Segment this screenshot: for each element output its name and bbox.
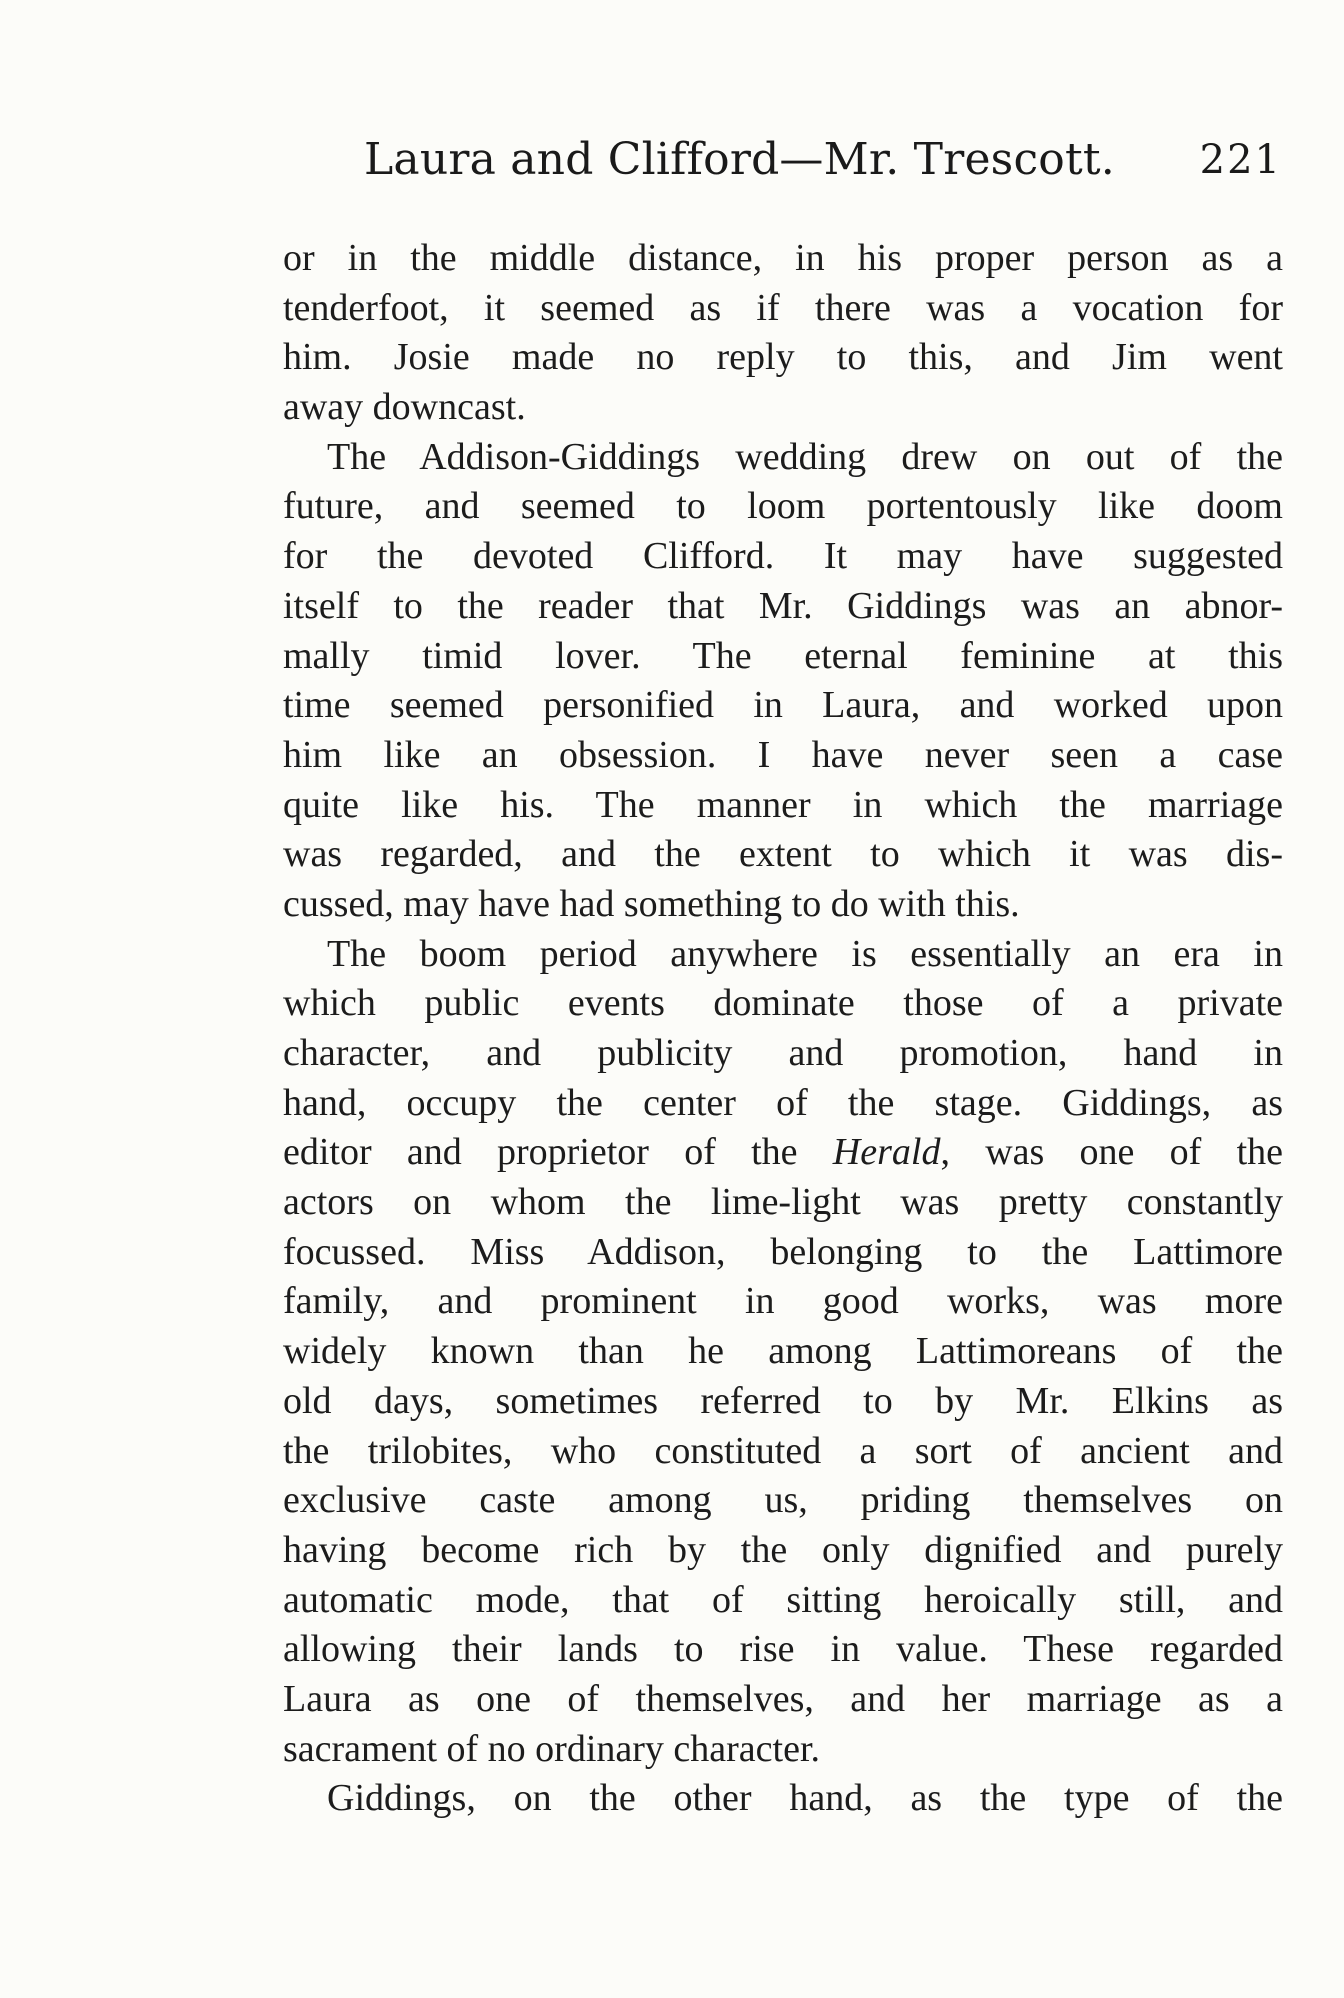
text-segment: , was one of the xyxy=(940,1131,1284,1174)
text-line: allowing their lands to rise in value. These regarded xyxy=(283,1628,1283,1671)
text-line: hand, occupy the center of the stage. Giddings, as xyxy=(283,1081,1283,1124)
text-line: family, and prominent in good works, was more xyxy=(283,1280,1283,1323)
text-line: itself to the reader that Mr. Giddings was an abnor- xyxy=(283,584,1283,627)
text-line: exclusive caste among us, priding themselves on xyxy=(283,1479,1283,1522)
text-line: him. Josie made no reply to this, and Jim went xyxy=(283,336,1283,379)
text-line: character, and publicity and promotion, hand in xyxy=(283,1032,1283,1074)
text-line: The boom period anywhere is essentially an era in xyxy=(327,932,1283,975)
text-line: mally timid lover. The eternal feminine at this xyxy=(283,634,1283,677)
text-line: old days, sometimes referred to by Mr. Elkins as xyxy=(283,1379,1283,1422)
paragraph xyxy=(283,234,1283,433)
text-line: away downcast. xyxy=(283,386,526,429)
text-line: him like an obsession. I have never seen a case xyxy=(283,733,1283,776)
text-line: Laura as one of themselves, and her marriage as a xyxy=(283,1677,1283,1720)
text-line: cussed, may have had something to do with this. xyxy=(283,882,1020,925)
text-line: actors on whom the lime-light was pretty constantly xyxy=(283,1181,1283,1224)
paragraph xyxy=(283,1774,1283,1824)
text-line: tenderfoot, it seemed as if there was a vocation for xyxy=(283,286,1283,329)
text-line: Giddings, on the other hand, as the type of the xyxy=(327,1777,1283,1820)
text-line: automatic mode, that of sitting heroically still, and xyxy=(283,1578,1283,1621)
running-title: Laura and Clifford—Mr. Trescott. xyxy=(364,134,1115,185)
text-line: the trilobites, who constituted a sort of ancient and xyxy=(283,1429,1283,1472)
text-segment: editor and proprietor of the xyxy=(283,1131,833,1174)
text-line: time seemed personified in Laura, and worked upon xyxy=(283,684,1283,727)
text-line-with-italic xyxy=(283,1128,1283,1178)
text-line: was regarded, and the extent to which it was dis- xyxy=(283,833,1283,876)
text-line: The Addison-Giddings wedding drew on out of the xyxy=(327,435,1283,478)
newspaper-title: Herald xyxy=(832,1131,941,1174)
running-head xyxy=(364,130,1282,190)
text-line: or in the middle distance, in his proper person as a xyxy=(283,237,1283,279)
text-line: which public events dominate those of a private xyxy=(283,982,1283,1025)
text-line: widely known than he among Lattimoreans of the xyxy=(283,1330,1283,1373)
paragraph xyxy=(283,930,1283,1775)
text-line: focussed. Miss Addison, belonging to the Lattimore xyxy=(283,1230,1283,1273)
paragraph xyxy=(283,433,1283,930)
text-line: for the devoted Clifford. It may have suggested xyxy=(283,535,1283,578)
text-line: having become rich by the only dignified and purely xyxy=(283,1528,1283,1571)
text-line: sacrament of no ordinary character. xyxy=(283,1727,821,1770)
text-line: future, and seemed to loom portentously like doom xyxy=(283,485,1283,528)
page-number: 221 xyxy=(1199,137,1282,183)
text-line: quite like his. The manner in which the marriage xyxy=(283,783,1283,826)
body-text xyxy=(283,234,1283,1824)
